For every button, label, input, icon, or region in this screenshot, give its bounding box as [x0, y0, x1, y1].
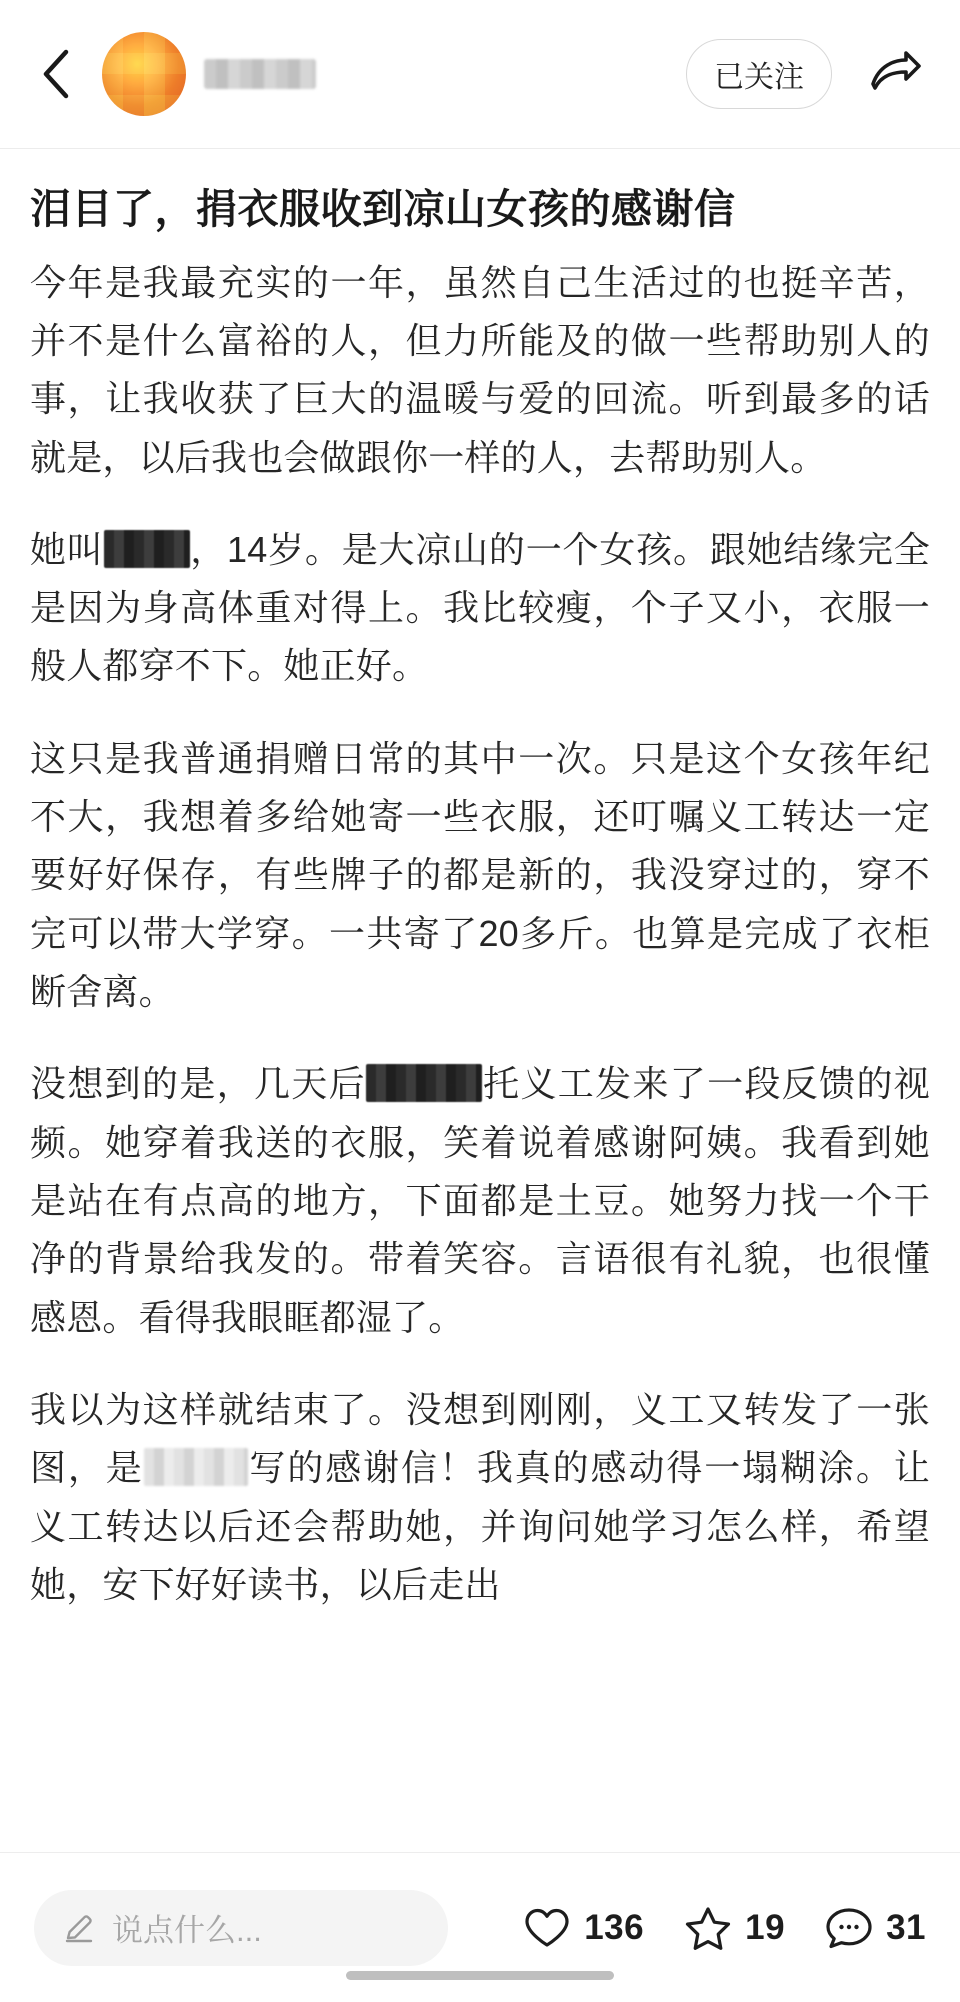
chevron-left-icon — [39, 47, 73, 101]
like-button[interactable] — [523, 1906, 644, 1950]
redacted-name-3 — [144, 1448, 248, 1486]
heart-icon — [523, 1906, 571, 1950]
paragraph-2 — [30, 521, 930, 696]
author-block[interactable] — [102, 32, 316, 116]
collect-count: 19 — [745, 1907, 786, 1947]
paragraph-4-suffix: 托义工发来了一段反馈的视频。她穿着我送的衣服，笑着说着感谢阿姨。我看到她是站在有点高的地方，下面都是土豆。她努力找一个干净的背景给我发的。带着笑容。言语很有礼貌，也很懂感恩。看得我眼眶都湿了。 — [30, 1063, 930, 1338]
paragraph-5-prefix: 我以为这样就结束了。没想到刚刚，义工又转发了一张图，是 — [30, 1388, 930, 1489]
comment-count: 31 — [886, 1907, 926, 1947]
like-count: 136 — [584, 1907, 645, 1947]
avatar[interactable] — [102, 32, 186, 116]
collect-button[interactable] — [684, 1905, 785, 1951]
content-fade — [0, 1816, 960, 1852]
comment-input[interactable] — [34, 1890, 448, 1966]
comment-button[interactable] — [825, 1905, 926, 1951]
share-arrow-icon — [870, 51, 922, 97]
paragraph-4-prefix: 没想到的是，几天后 — [30, 1063, 366, 1105]
pencil-icon — [62, 1911, 96, 1945]
follow-button[interactable]: 已关注 — [686, 39, 832, 109]
home-indicator — [346, 1971, 614, 1980]
comment-placeholder: 说点什么... — [112, 1913, 262, 1948]
paragraph-1: 今年是我最充实的一年，虽然自己生活过的也挺辛苦，并不是什么富裕的人，但力所能及的做一些帮助别人的事，让我收获了巨大的温暖与爱的回流。听到最多的话就是，以后我也会做跟你一样的人，去帮助别人。 — [30, 261, 930, 478]
post-body — [30, 254, 930, 1615]
paragraph-5-tail: 学习怎么样，希望她，安下好好读书，以后走出 — [30, 1505, 930, 1605]
engagement-actions — [483, 1905, 926, 1951]
redacted-name-1 — [104, 530, 190, 568]
paragraph-4 — [30, 1055, 930, 1347]
paragraph-5 — [30, 1381, 930, 1614]
star-icon — [684, 1905, 732, 1951]
paragraph-5-mid: 写的感谢信！我真的感动得一塌糊涂。让义工转达以后还会帮助她，并询问她 — [30, 1447, 930, 1547]
redacted-name-2 — [366, 1064, 482, 1102]
paragraph-2-prefix: 她叫 — [30, 528, 104, 570]
post-content — [0, 149, 960, 1852]
paragraph-3: 这只是我普通捐赠日常的其中一次。只是这个女孩年纪不大，我想着多给她寄一些衣服，还叮嘱义工转达一定要好好保存，有些牌子的都是新的，我没穿过的，穿不完可以带大学穿。一共寄了20多斤。也算是完成了衣柜断舍离。 — [30, 737, 930, 1013]
top-navigation-bar — [0, 0, 960, 148]
paragraph-2-suffix: ，14岁。是大凉山的一个女孩。跟她结缘完全是因为身高体重对得上。我比较瘦，个子又小，衣服一般人都穿不下。她正好。 — [30, 528, 930, 687]
author-name — [204, 59, 316, 89]
page-title: 泪目了，捐衣服收到凉山女孩的感谢信 — [30, 186, 736, 232]
comment-bubble-icon — [825, 1905, 873, 1951]
back-button[interactable] — [30, 48, 82, 100]
share-button[interactable] — [868, 46, 924, 102]
